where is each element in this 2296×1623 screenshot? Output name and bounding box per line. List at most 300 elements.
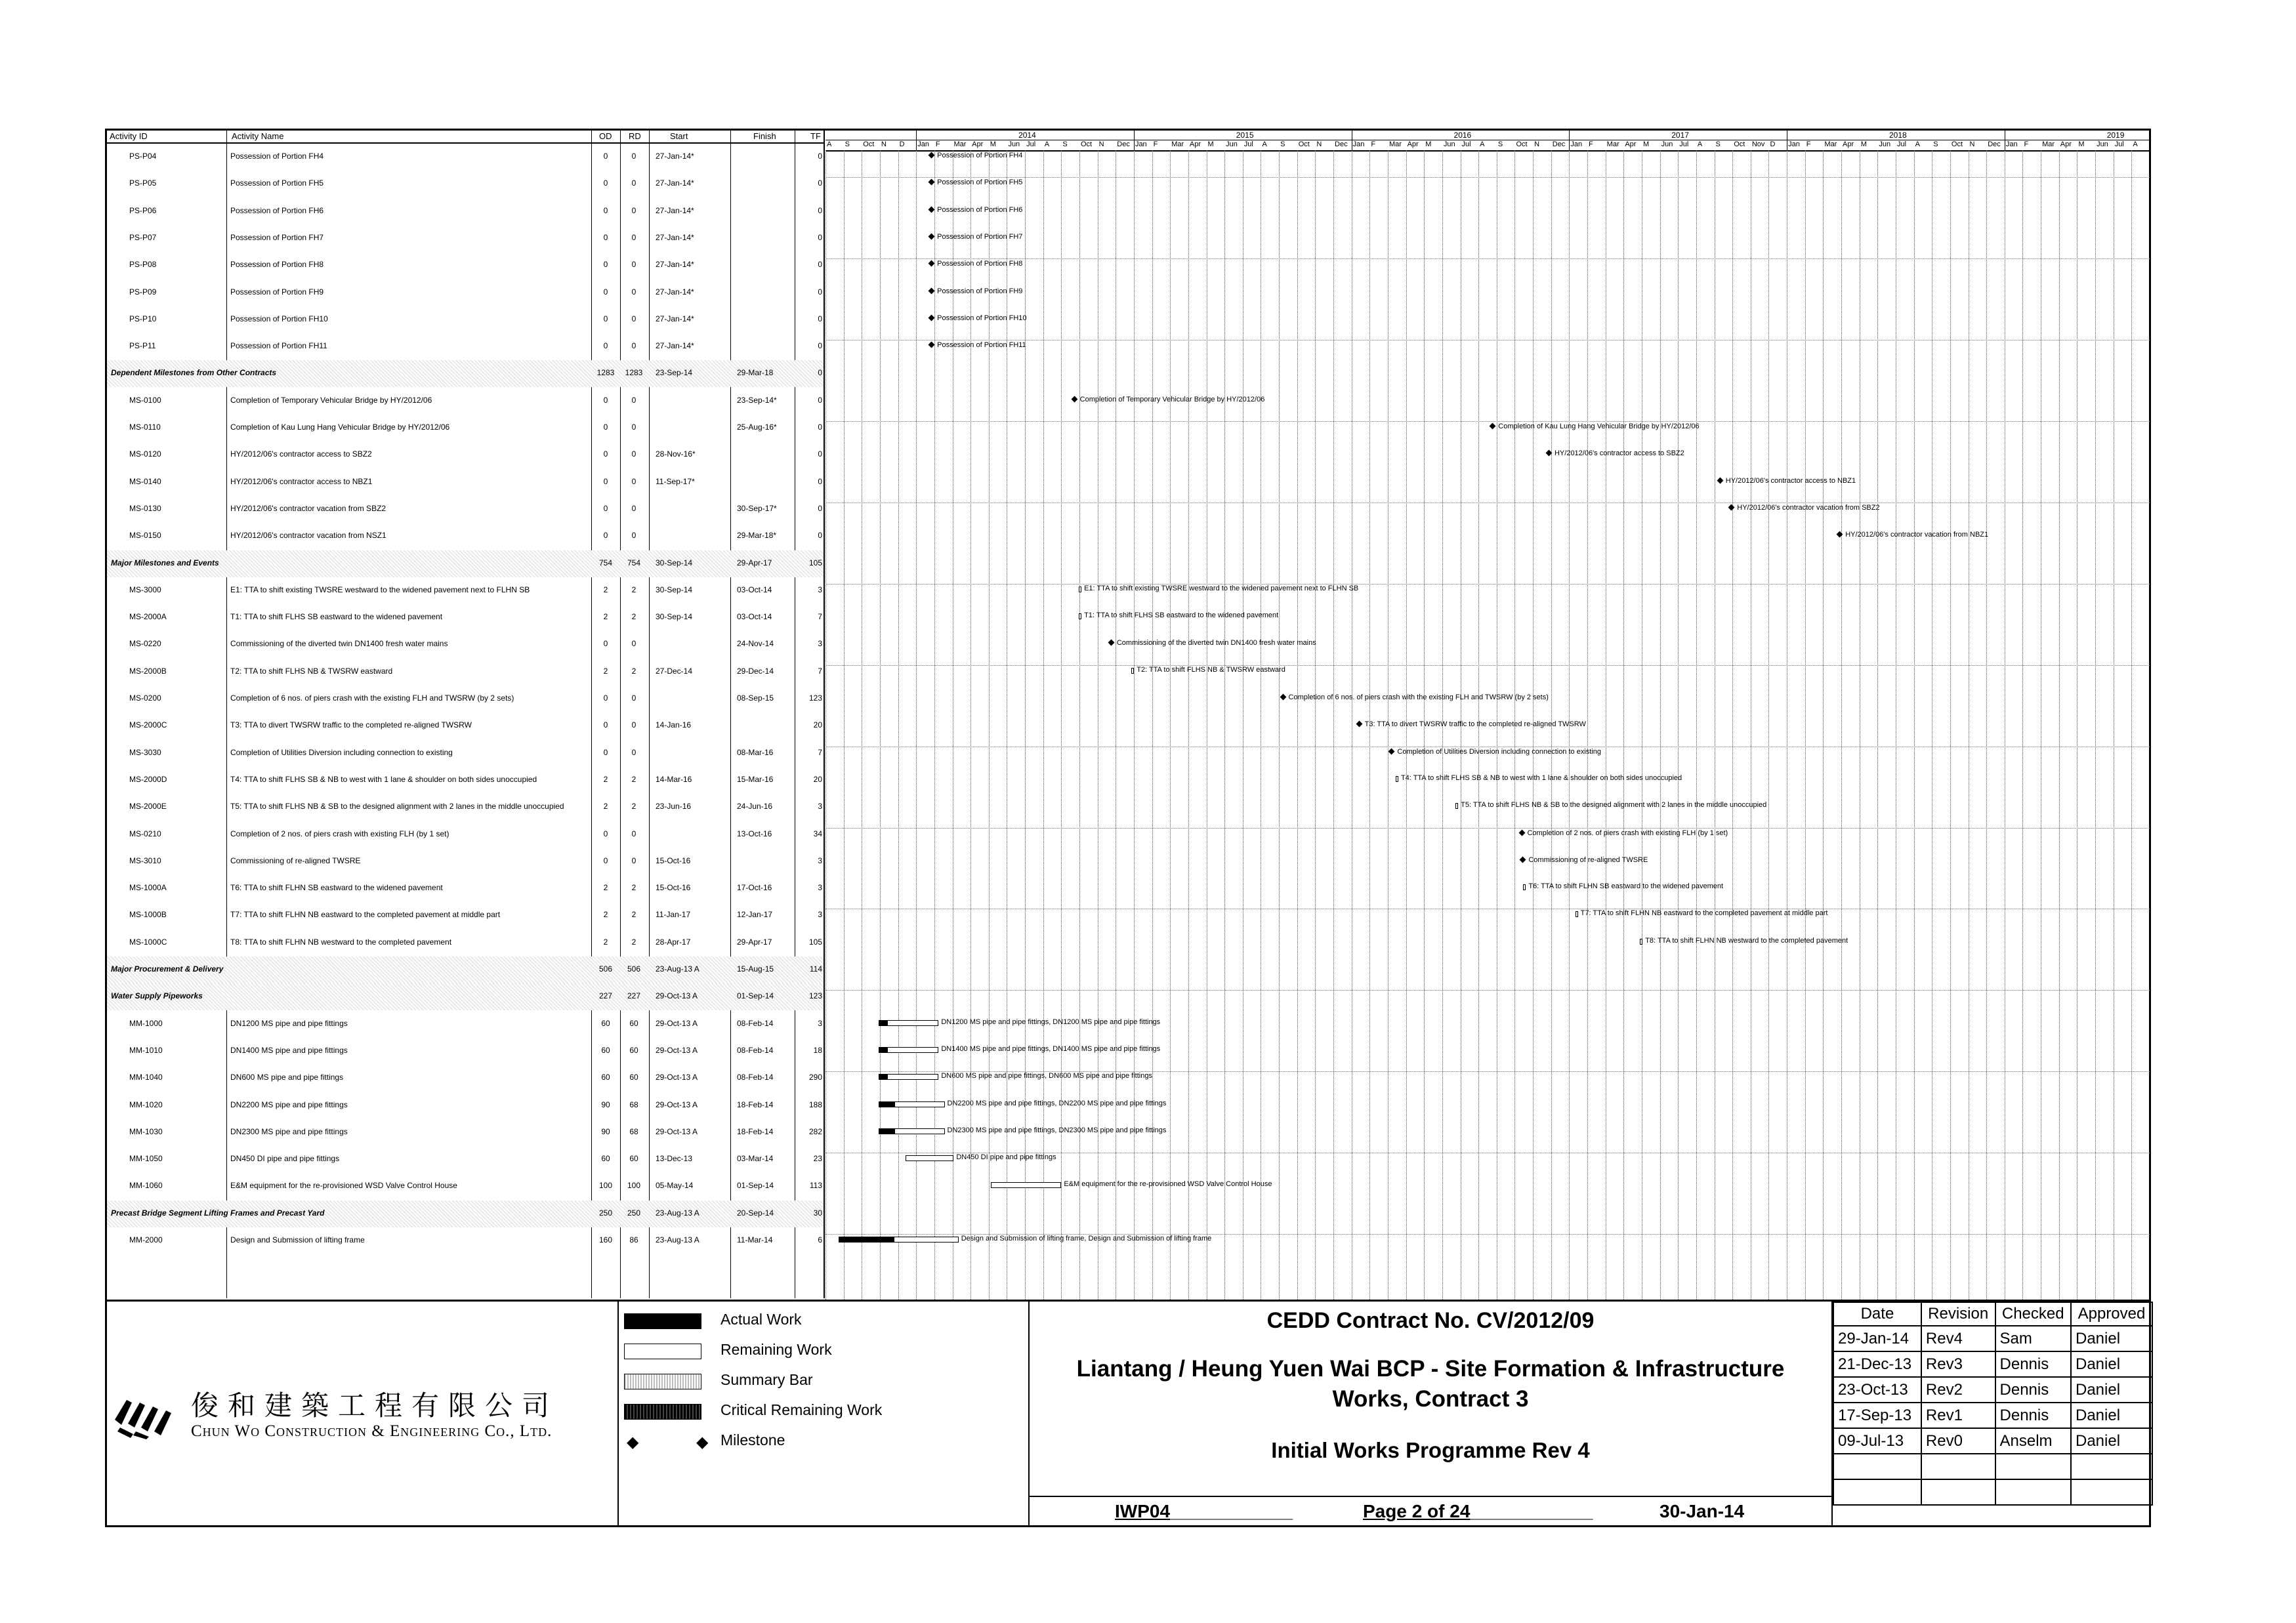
revision-cell	[1833, 1479, 1921, 1505]
total-float: 0	[818, 531, 822, 541]
original-duration: 60	[601, 1018, 610, 1028]
total-float: 3	[818, 802, 822, 812]
remaining-duration: 506	[627, 964, 641, 974]
table-row	[107, 1227, 824, 1254]
original-duration: 2	[603, 883, 608, 893]
schedule-sheet	[105, 129, 2151, 1302]
milestone-diamond-icon	[1280, 694, 1286, 701]
remaining-duration: 60	[629, 1073, 638, 1082]
month-label: Jul	[2114, 140, 2124, 148]
document-footer	[1030, 1496, 1831, 1529]
activity-name: Completion of 6 nos. of piers crash with the existing FLH and TWSRW (by 2 sets)	[230, 693, 514, 703]
gantt-bar	[879, 1047, 938, 1053]
original-duration: 90	[601, 1099, 610, 1109]
activity-id: MM-1050	[129, 1154, 163, 1164]
gantt-milestone	[929, 233, 1022, 241]
gantt-bar	[1079, 586, 1081, 592]
finish-date: 23-Sep-14*	[737, 395, 777, 405]
remaining-duration: 86	[629, 1235, 638, 1244]
legend-label: Actual Work	[720, 1311, 802, 1328]
month-label: A	[1480, 140, 1485, 148]
remaining-duration: 2	[631, 883, 637, 893]
activity-id: PS-P05	[129, 178, 157, 188]
activity-name: Commissioning of re-aligned TWSRE	[230, 855, 361, 865]
activity-id: MM-1040	[129, 1073, 163, 1082]
table-row	[107, 279, 824, 306]
start-date: 29-Oct-13 A	[656, 1073, 698, 1082]
gantt-label: T8: TTA to shift FLHN NB westward to the completed pavement	[1645, 936, 1848, 945]
revision-cell	[2071, 1479, 2152, 1505]
remaining-duration: 2	[631, 666, 637, 676]
activity-name: HY/2012/06's contractor access to SBZ2	[230, 449, 372, 459]
month-label: Dec	[1552, 140, 1566, 148]
finish-date: 24-Nov-14	[737, 639, 774, 649]
finish-date: 08-Sep-15	[737, 693, 774, 703]
table-row	[107, 225, 824, 252]
activity-id: Precast Bridge Segment Lifting Frames and Precast Yard	[111, 1208, 325, 1218]
activity-name: Completion of 2 nos. of piers crash with existing FLH (by 1 set)	[230, 829, 449, 838]
table-row	[107, 198, 824, 225]
activity-id: MS-3030	[129, 747, 161, 757]
activity-name: E&M equipment for the re-provisioned WSD Valve Control House	[230, 1181, 457, 1191]
start-date: 11-Jan-17	[656, 910, 691, 920]
revision-cell: 21-Dec-13	[1833, 1351, 1921, 1377]
gantt-label: T4: TTA to shift FLHS SB & NB to west with 1 lane & shoulder on both sides unoccupied	[1400, 773, 1682, 782]
month-label: F	[1589, 140, 1593, 148]
original-duration: 2	[603, 774, 608, 784]
activity-id: PS-P09	[129, 287, 157, 297]
milestone-diamond-icon	[929, 233, 935, 239]
col-header-name: Activity Name	[232, 131, 284, 141]
revision-cell: Daniel	[2071, 1428, 2152, 1454]
finish-date: 18-Feb-14	[737, 1099, 774, 1109]
gantt-label: Commissioning of re-aligned TWSRE	[1528, 855, 1648, 864]
activity-name: DN2200 MS pipe and pipe fittings	[230, 1099, 348, 1109]
month-label: M	[1207, 140, 1214, 148]
month-label: Jul	[1243, 140, 1253, 148]
start-date: 28-Nov-16*	[656, 449, 696, 459]
gantt-label: T2: TTA to shift FLHS NB & TWSRW eastward	[1137, 665, 1285, 674]
total-float: 7	[818, 612, 822, 622]
finish-date: 18-Feb-14	[737, 1126, 774, 1136]
gantt-label: E1: TTA to shift existing TWSRE westward to the widened pavement next to FLHN SB	[1084, 584, 1359, 592]
remaining-duration: 0	[631, 476, 637, 486]
gantt-milestone	[929, 260, 1022, 268]
group-row	[107, 1201, 824, 1227]
table-row	[107, 794, 824, 821]
revision-cell	[1833, 1454, 1921, 1479]
gantt-label: Possession of Portion FH6	[937, 205, 1023, 214]
gantt-milestone	[929, 152, 1022, 159]
milestone-diamond-icon	[1108, 640, 1114, 646]
activity-id: PS-P10	[129, 314, 157, 323]
month-label: Dec	[1117, 140, 1130, 148]
legend-swatch	[624, 1404, 701, 1420]
activity-id: MS-0100	[129, 395, 161, 405]
revision-header-row	[1833, 1302, 2152, 1326]
contract-number: CEDD Contract No. CV/2012/09	[1266, 1308, 1595, 1333]
month-label: Mar	[1606, 140, 1619, 148]
activity-name: T6: TTA to shift FLHN SB eastward to the widened pavement	[230, 883, 443, 893]
original-duration: 0	[603, 531, 608, 541]
gantt-milestone	[1072, 396, 1265, 403]
gantt-milestone	[1281, 693, 1549, 701]
start-date: 05-May-14	[656, 1181, 694, 1191]
original-duration: 0	[603, 260, 608, 270]
remaining-duration: 2	[631, 612, 637, 622]
milestone-diamond-icon	[1546, 450, 1553, 457]
milestone-diamond-icon	[1490, 423, 1496, 430]
table-row	[107, 1119, 824, 1146]
month-label: Mar	[1824, 140, 1837, 148]
original-duration: 60	[601, 1154, 610, 1164]
total-float: 0	[818, 368, 822, 378]
original-duration: 0	[603, 422, 608, 432]
finish-date: 03-Oct-14	[737, 585, 772, 594]
legend-label: Milestone	[720, 1431, 785, 1448]
milestone-diamond-icon	[1520, 856, 1526, 863]
activity-id: MS-1000C	[129, 937, 167, 947]
milestone-diamond-icon	[1388, 748, 1395, 754]
revision-cell	[2071, 1454, 2152, 1479]
table-row	[107, 1146, 824, 1173]
gantt-bar	[1523, 884, 1526, 890]
activity-id: Major Procurement & Delivery	[111, 964, 224, 974]
start-date: 30-Sep-14	[656, 585, 693, 594]
revision-header-cell: Checked	[1995, 1302, 2071, 1326]
month-label: Dec	[1988, 140, 2001, 148]
revision-cell: Rev0	[1921, 1428, 1995, 1454]
gantt-label: T5: TTA to shift FLHS NB & SB to the designed alignment with 2 lanes in the middle unoccupied	[1461, 801, 1767, 810]
original-duration: 0	[603, 829, 608, 838]
revision-cell: 29-Jan-14	[1833, 1326, 1921, 1351]
revision-cell: Dennis	[1995, 1351, 2071, 1377]
month-label: N	[1316, 140, 1322, 148]
original-duration: 0	[603, 341, 608, 351]
gantt-label: HY/2012/06's contractor access to NBZ1	[1725, 476, 1856, 485]
year-label: 2015	[1236, 131, 1254, 140]
activity-name: DN1200 MS pipe and pipe fittings	[230, 1018, 348, 1028]
total-float: 188	[808, 1099, 822, 1109]
group-row	[107, 360, 824, 387]
milestone-diamond-icon	[929, 314, 935, 321]
gantt-milestone	[1520, 829, 1728, 837]
month-label: Jun	[2097, 140, 2108, 148]
month-label: N	[1969, 140, 1975, 148]
total-float: 3	[818, 855, 822, 865]
total-float: 0	[818, 205, 822, 215]
month-label: D	[899, 140, 905, 148]
activity-id: PS-P08	[129, 260, 157, 270]
legend-swatch	[624, 1344, 701, 1359]
revision-cell: Daniel	[2071, 1326, 2152, 1351]
month-label: Apr	[972, 140, 984, 148]
activity-name: Possession of Portion FH6	[230, 205, 324, 215]
legend-item	[624, 1371, 1018, 1392]
remaining-duration: 2	[631, 937, 637, 947]
activity-name: HY/2012/06's contractor vacation from NSZ1	[230, 531, 386, 541]
table-row	[107, 631, 824, 658]
month-label: A	[1697, 140, 1703, 148]
revision-cell: 17-Sep-13	[1833, 1403, 1921, 1428]
contract-title	[1030, 1354, 1831, 1414]
gantt-milestone	[1837, 531, 1988, 539]
gantt-label: Possession of Portion FH5	[937, 178, 1023, 187]
gantt-label: T6: TTA to shift FLHN SB eastward to the widened pavement	[1528, 882, 1724, 891]
activity-id: MS-3010	[129, 855, 161, 865]
remaining-duration: 0	[631, 855, 637, 865]
activity-id: Dependent Milestones from Other Contracts	[111, 368, 277, 378]
remaining-duration: 227	[627, 991, 641, 1001]
group-row	[107, 956, 824, 983]
finish-date: 29-Mar-18*	[737, 531, 777, 541]
gantt-milestone	[1729, 504, 1879, 512]
revision-header-cell: Approved	[2071, 1302, 2152, 1326]
milestone-diamond-icon	[1717, 477, 1723, 483]
activity-name: Completion of Utilities Diversion including connection to existing	[230, 747, 453, 757]
gantt-bar	[1455, 803, 1458, 809]
start-date: 15-Oct-16	[656, 855, 691, 865]
revision-cell: Sam	[1995, 1326, 2071, 1351]
finish-date: 29-Apr-17	[737, 937, 772, 947]
total-float: 0	[818, 341, 822, 351]
finish-date: 29-Apr-17	[737, 558, 772, 567]
total-float: 123	[808, 991, 822, 1001]
revision-cell: Rev1	[1921, 1403, 1995, 1428]
month-label: A	[827, 140, 832, 148]
start-date: 11-Sep-17*	[656, 476, 695, 486]
start-date: 29-Oct-13 A	[656, 1045, 698, 1055]
start-date: 30-Sep-14	[656, 612, 693, 622]
month-label: Nov	[1751, 140, 1765, 148]
activity-name: Possession of Portion FH4	[230, 152, 324, 161]
total-float: 23	[813, 1154, 822, 1164]
original-duration: 0	[603, 395, 608, 405]
finish-date: 08-Feb-14	[737, 1073, 774, 1082]
total-float: 20	[813, 774, 822, 784]
activity-name: Possession of Portion FH7	[230, 232, 324, 242]
gantt-label: T7: TTA to shift FLHN NB eastward to the completed pavement at middle part	[1580, 909, 1828, 918]
finish-date: 13-Oct-16	[737, 829, 772, 838]
activity-id: MS-3000	[129, 585, 161, 594]
total-float: 7	[818, 747, 822, 757]
gantt-bar	[1079, 613, 1081, 619]
month-label: M	[2078, 140, 2085, 148]
activity-name: Design and Submission of lifting frame	[230, 1235, 365, 1244]
original-duration: 0	[603, 720, 608, 730]
activity-id: MS-1000B	[129, 910, 167, 920]
remaining-duration: 0	[631, 287, 637, 297]
start-date: 27-Jan-14*	[656, 232, 694, 242]
revision-row	[1833, 1454, 2152, 1479]
remaining-duration: 2	[631, 802, 637, 812]
milestone-diamond-icon	[929, 206, 935, 213]
gantt-label: DN600 MS pipe and pipe fittings, DN600 MS pipe and pipe fittings	[941, 1072, 1152, 1080]
table-row	[107, 415, 824, 442]
activity-id: MM-1060	[129, 1181, 163, 1191]
revision-cell	[1921, 1479, 1995, 1505]
month-label: Jan	[1570, 140, 1583, 148]
gantt-label: HY/2012/06's contractor vacation from NBZ1	[1845, 531, 1989, 539]
total-float: 18	[813, 1045, 822, 1055]
start-date: 30-Sep-14	[656, 558, 693, 567]
finish-date: 30-Sep-17*	[737, 503, 777, 513]
total-float: 0	[818, 422, 822, 432]
table-row	[107, 144, 824, 171]
activity-name: Completion of Temporary Vehicular Bridge by HY/2012/06	[230, 395, 432, 405]
year-label: 2019	[2106, 131, 2125, 140]
remaining-duration: 0	[631, 503, 637, 513]
activity-id: MS-0130	[129, 503, 161, 513]
remaining-duration: 0	[631, 178, 637, 188]
finish-date: 01-Sep-14	[737, 1181, 774, 1191]
activity-id: MM-2000	[129, 1235, 163, 1244]
table-row	[107, 523, 824, 550]
gantt-bar	[1396, 776, 1398, 782]
table-row	[107, 821, 824, 848]
milestone-diamond-icon	[929, 179, 935, 186]
total-float: 20	[813, 720, 822, 730]
month-label: M	[1425, 140, 1432, 148]
table-row	[107, 686, 824, 712]
activity-id: MS-0220	[129, 639, 161, 649]
col-header-tf: TF	[810, 131, 821, 141]
total-float: 0	[818, 287, 822, 297]
legend-item	[624, 1431, 1018, 1452]
month-label: F	[2024, 140, 2029, 148]
month-label: Apr	[1625, 140, 1637, 148]
activity-name: E1: TTA to shift existing TWSRE westward to the widened pavement next to FLHN SB	[230, 585, 530, 594]
finish-date: 17-Oct-16	[737, 883, 772, 893]
revision-cell: Rev4	[1921, 1326, 1995, 1351]
gantt-label: HY/2012/06's contractor vacation from SBZ2	[1737, 503, 1880, 512]
milestone-diamond-icon	[1837, 531, 1843, 538]
original-duration: 1283	[596, 368, 615, 378]
legend-swatch	[624, 1313, 701, 1329]
month-label: M	[1860, 140, 1867, 148]
revision-cell: 23-Oct-13	[1833, 1377, 1921, 1403]
gantt-milestone	[929, 206, 1022, 214]
month-label: Mar	[1388, 140, 1402, 148]
original-duration: 0	[603, 205, 608, 215]
original-duration: 227	[598, 991, 613, 1001]
month-label: S	[1497, 140, 1503, 148]
start-date: 15-Oct-16	[656, 883, 691, 893]
original-duration: 2	[603, 937, 608, 947]
gantt-label: DN450 DI pipe and pipe fittings	[956, 1153, 1056, 1162]
original-duration: 2	[603, 612, 608, 622]
start-date: 14-Mar-16	[656, 774, 692, 784]
month-label: Oct	[863, 140, 875, 148]
gantt-bar	[1640, 939, 1642, 945]
month-label: M	[1642, 140, 1650, 148]
month-label: D	[1770, 140, 1776, 148]
remaining-duration: 0	[631, 693, 637, 703]
gantt-label: T1: TTA to shift FLHS SB eastward to the widened pavement	[1084, 611, 1279, 620]
activity-table-header	[107, 131, 824, 144]
gantt-milestone	[1520, 856, 1648, 864]
document-code: IWP04____________	[1115, 1501, 1293, 1521]
activity-id: MS-2000A	[129, 612, 167, 622]
activity-name: Possession of Portion FH8	[230, 260, 324, 270]
month-label: Apr	[1843, 140, 1854, 148]
activity-name: Commissioning of the diverted twin DN1400 fresh water mains	[230, 639, 448, 649]
activity-name: T2: TTA to shift FLHS NB & TWSRW eastward	[230, 666, 393, 676]
original-duration: 2	[603, 666, 608, 676]
month-label: Jan	[1135, 140, 1147, 148]
gantt-bar	[1576, 911, 1578, 917]
remaining-duration: 60	[629, 1154, 638, 1164]
gantt-label: Completion of 2 nos. of piers crash with existing FLH (by 1 set)	[1527, 829, 1728, 837]
month-label: A	[1915, 140, 1920, 148]
revision-cell: Dennis	[1995, 1377, 2071, 1403]
revision-cell: Anselm	[1995, 1428, 2071, 1454]
remaining-duration: 1283	[625, 368, 643, 378]
month-label: S	[1933, 140, 1938, 148]
col-header-start: Start	[670, 131, 688, 141]
gantt-label: Commissioning of the diverted twin DN1400 fresh water mains	[1116, 639, 1316, 647]
remaining-duration: 0	[631, 531, 637, 541]
gantt-bar	[879, 1101, 944, 1107]
original-duration: 2	[603, 910, 608, 920]
activity-id: MS-0210	[129, 829, 161, 838]
month-label: S	[1280, 140, 1285, 148]
gantt-label: DN2200 MS pipe and pipe fittings, DN2200 MS pipe and pipe fittings	[947, 1099, 1167, 1107]
month-label: Jun	[1661, 140, 1673, 148]
total-float: 3	[818, 639, 822, 649]
total-float: 123	[808, 693, 822, 703]
activity-name: T4: TTA to shift FLHS SB & NB to west with 1 lane & shoulder on both sides unoccupied	[230, 774, 537, 784]
contract-title-line2: Works, Contract 3	[1332, 1386, 1529, 1412]
month-label: Dec	[1335, 140, 1348, 148]
total-float: 3	[818, 910, 822, 920]
total-float: 105	[808, 558, 822, 567]
original-duration: 250	[598, 1208, 613, 1218]
table-row	[107, 604, 824, 631]
activity-id: MM-1010	[129, 1045, 163, 1055]
start-date: 29-Oct-13 A	[656, 1099, 698, 1109]
activity-name: Possession of Portion FH9	[230, 287, 324, 297]
table-row	[107, 252, 824, 279]
activity-id: MS-2000C	[129, 720, 167, 730]
table-row	[107, 1011, 824, 1038]
total-float: 0	[818, 314, 822, 323]
activity-id: MS-1000A	[129, 883, 167, 893]
legend	[619, 1302, 1028, 1525]
remaining-duration: 0	[631, 205, 637, 215]
total-float: 7	[818, 666, 822, 676]
revision-row	[1833, 1403, 2152, 1428]
table-row	[107, 875, 824, 902]
activity-name: T8: TTA to shift FLHN NB westward to the completed pavement	[230, 937, 452, 947]
month-label: A	[1044, 140, 1050, 148]
start-date: 29-Oct-13 A	[656, 1126, 698, 1136]
table-row	[107, 659, 824, 686]
legend-label: Critical Remaining Work	[720, 1401, 883, 1418]
activity-id: PS-P06	[129, 205, 157, 215]
revision-header-cell: Date	[1833, 1302, 1921, 1326]
original-duration: 0	[603, 314, 608, 323]
table-row	[107, 171, 824, 197]
activity-id: MS-0200	[129, 693, 161, 703]
month-label: Jan	[1352, 140, 1365, 148]
gantt-label: Completion of Temporary Vehicular Bridge by HY/2012/06	[1079, 395, 1265, 403]
month-label: Jun	[1008, 140, 1020, 148]
remaining-duration: 0	[631, 152, 637, 161]
table-row	[107, 1038, 824, 1065]
finish-date: 29-Mar-18	[737, 368, 774, 378]
gantt-label: Possession of Portion FH10	[937, 314, 1027, 322]
